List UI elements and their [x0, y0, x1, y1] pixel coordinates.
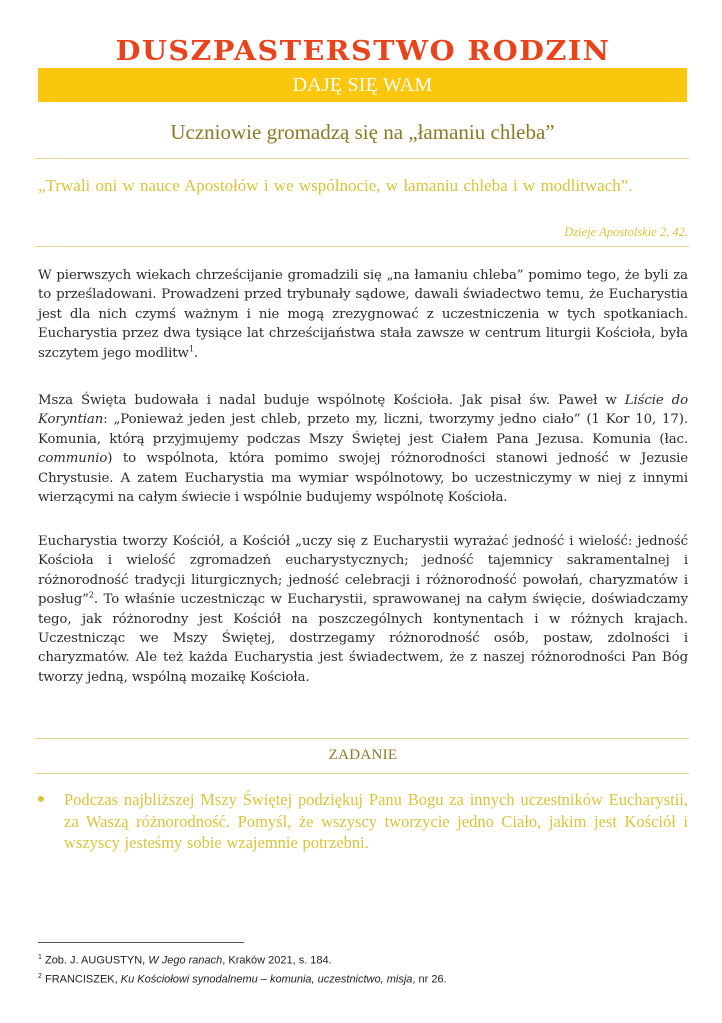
paragraph-2-text: ) to wspólnota, która pomimo swojej różnorodności stanowi jedność w Jezusie Chrystusie. A zatem Eucharystia ma wymiar wspólnotowy, bo uczestniczymy w niej z innymi wierzącymi na całym świecie i wspólnie budujemy wspólnotę Kościoła. [38, 451, 688, 506]
scripture-quote: „Trwali oni w nauce Apostołów i we wspólnocie, w łamaniu chleba i w modlitwach”. [38, 176, 633, 195]
paragraph-2 [38, 391, 688, 507]
paragraph-3 [38, 532, 688, 687]
paragraph-3-text: Eucharystia tworzy Kościół, a Kościół „uczy się z Eucharystii wyrażać jedność i wielość: jedność Kościoła i wielość zgromadzeń eucharystycznych; jedność tajemnicy sakramentalnej i różnorodność tradycji liturgicznych; jedność celebracji i różnorodność powołań, charyzmatów i posług” [38, 534, 688, 608]
footnote-text: , Kraków 2021, s. 184. [222, 954, 332, 967]
paragraph-1 [38, 266, 688, 363]
bullet-icon [38, 796, 44, 802]
footnote-book-title: Ku Kościołowi synodalnemu – komunia, uczestnictwo, misja [120, 973, 413, 986]
brand-heading: DUSZPASTERSTWO RODZIN [115, 36, 611, 67]
paragraph-1-end: . [193, 345, 198, 361]
paragraph-3-text: . To właśnie uczestnicząc w Eucharystii, sprawowanej na całym święcie, doświadczamy tego, jak różnorodny jest Kościół na poszczególnych kontynentach i w różnych krajach. Uczestnicząc we Mszy Świętej, dostrzegamy różnorodność osób, postaw, zdolności i charyzmatów. Ale też każda Eucharystia jest świadectwem, że z naszej różnorodności Pan Bóg tworzy jedną, wspólną mozaikę Kościoła. [38, 592, 688, 685]
divider-task-top [35, 738, 689, 739]
footnote-text: Zob. J. AUGUSTYN, [44, 954, 149, 967]
footnote-1 [38, 950, 688, 969]
task-item-text: Podczas najbliższej Mszy Świętej podziękuj Panu Bogu za innych uczestników Eucharystii, za Waszą różnorodność. Pomyśl, że wszyscy tworzycie jedno Ciało, jakim jest Kościół i wszyscy jesteśmy sobie wzajemnie potrzebni. [64, 790, 688, 852]
footnote-ref-1[interactable]: 1 [188, 344, 194, 354]
divider-quote [35, 246, 689, 247]
footnote-text: FRANCISZEK, [44, 973, 121, 986]
footnotes [38, 950, 688, 987]
task-list [38, 789, 688, 854]
footnote-number: 1 [38, 954, 42, 961]
task-item [38, 789, 688, 854]
task-heading: ZADANIE [328, 747, 398, 763]
latin-term: communio [38, 451, 108, 467]
paragraph-1-text: W pierwszych wiekach chrześcijanie gromadzili się „na łamaniu chleba” pomimo tego, że byli za to prześladowani. Prowadzeni przed trybunały sądowe, dawali świadectwo temu, że Eucharystia jest dla nich czymś ważnym i nie mogą zrezygnować z uczestniczenia w tych spotkaniach. Eucharystia przez dwa tysiące lat chrześcijaństwa stała zawsze w centrum liturgii Kościoła, była szczytem jego modlitw [38, 268, 688, 361]
paragraph-2-text: Msza Święta budowała i nadal buduje wspólnotę Kościoła. Jak pisał św. Paweł w [38, 393, 625, 408]
paragraph-2-text: : „Ponieważ jeden jest chleb, przeto my, liczni, tworzymy jedno ciało” (1 Kor 10, 17). Komunia, którą przyjmujemy podczas Mszy Świętej jest Ciałem Pana Jezusa. Komunia (łac. [38, 412, 688, 447]
scripture-source: Dzieje Apostolskie 2, 42. [564, 225, 688, 239]
footnote-2 [38, 969, 688, 988]
series-banner: DAJĘ SIĘ WAM [38, 68, 687, 102]
divider-task-bottom [35, 773, 689, 774]
divider-top [35, 158, 689, 159]
footnote-separator [38, 942, 244, 943]
page-title: Uczniowie gromadzą się na „łamaniu chleba” [170, 120, 555, 144]
footnote-number: 2 [38, 972, 42, 980]
footnote-text: , nr 26. [412, 973, 447, 986]
footnote-book-title: W Jego ranach [148, 954, 223, 967]
footnote-ref-2[interactable]: 2 [88, 590, 94, 600]
epistle-title: Liście do Koryntian [38, 393, 688, 428]
